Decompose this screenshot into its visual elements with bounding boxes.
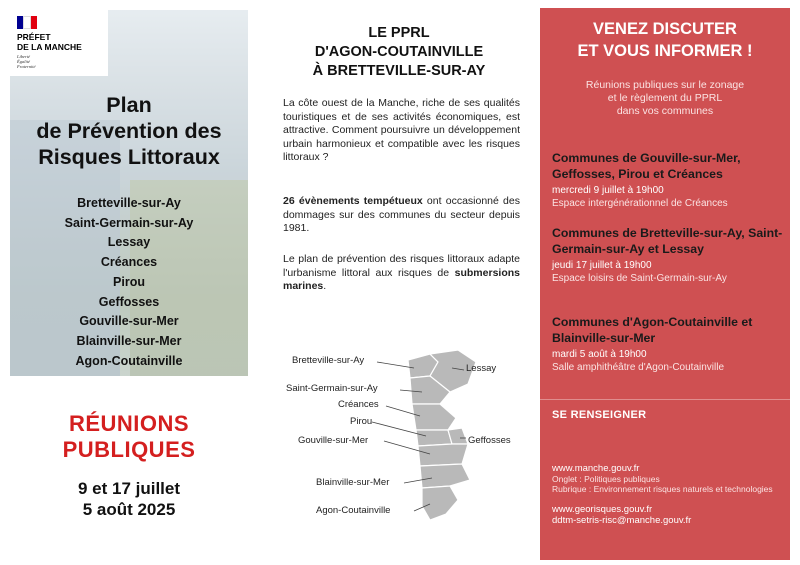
map-label-gouville: Gouville-sur-Mer: [298, 435, 369, 446]
map-geffosses: [448, 428, 468, 444]
communes-map: [280, 326, 520, 544]
map-label-saint-germain: Saint-Germain-sur-Ay: [286, 383, 378, 394]
onglet-text: Onglet : Politiques publiques: [552, 474, 660, 484]
meeting-date: mardi 5 août à 19h00: [552, 349, 647, 360]
map-label-lessay: Lessay: [466, 363, 497, 374]
venez-heading: VENEZ DISCUTER ET VOUS INFORMER !: [577, 20, 753, 60]
map-agon: [422, 486, 458, 520]
meeting-dates: 9 et 17 juillet 5 août 2025: [77, 479, 181, 519]
plan-text: Le plan de prévention des risques littoraux adapte l'urbanisme littoral aux risques de: [283, 253, 520, 279]
map-creances: [412, 404, 456, 430]
divider: [540, 399, 790, 400]
left-panel: [0, 0, 258, 565]
meeting-title: Communes de Gouville-sur-Mer, Geffosses, Pirou et Créances: [552, 151, 741, 181]
meeting-title: Communes de Bretteville-sur-Ay, Saint-Germain-sur-Ay et Lessay: [552, 226, 783, 256]
map-gouville: [418, 444, 468, 466]
map-label-geffosses: Geffosses: [468, 435, 511, 446]
email-link[interactable]: ddtm-setris-risc@manche.gouv.fr: [552, 515, 692, 526]
meeting-block: [552, 315, 784, 374]
commune-item: Saint-Germain-sur-Ay: [64, 215, 194, 230]
map-label-blainville: Blainville-sur-Mer: [316, 477, 390, 488]
plan-text-end: .: [323, 280, 327, 292]
right-panel: [540, 8, 790, 560]
map-label-agon: Agon-Coutainville: [316, 505, 391, 516]
pprl-title: LE PPRL D'AGON-COUTAINVILLE À BRETTEVILLE-SUR-AY: [312, 25, 486, 79]
meeting-place: Salle amphithéâtre d'Agon-Coutainville: [552, 361, 725, 373]
reunions-subtitle: Réunions publiques sur le zonage et le règlement du PPRL dans vos communes: [585, 79, 745, 117]
commune-item: Lessay: [107, 235, 151, 250]
se-renseigner-heading: SE RENSEIGNER: [552, 409, 647, 421]
intro-paragraph: La côte ouest de la Manche, riche de ses qualités touristiques et de ses activités économiques, est attractive. Comment poursuivre un développement urbain harmonieux et compatible avec les risques littoraux ?: [283, 97, 520, 163]
storms-count: 26 évènements tempétueux: [283, 195, 423, 207]
map-blainville: [420, 464, 470, 488]
communes-list: [10, 194, 248, 371]
meeting-title: Communes d'Agon-Coutainville et Blainville-sur-Mer: [552, 315, 753, 345]
commune-item: Pirou: [113, 274, 145, 289]
commune-item: Agon-Coutainville: [75, 353, 183, 368]
prefet-text: PRÉFET DE LA MANCHE: [17, 32, 82, 52]
info-links: [552, 463, 784, 526]
storms-text: ont occasionné des dommages sur des communes du secteur depuis 1981.: [283, 195, 520, 234]
map-pirou: [416, 430, 452, 446]
meeting-block: [552, 226, 784, 285]
french-flag-icon: [17, 16, 37, 29]
storms-paragraph: [283, 195, 520, 236]
meeting-block: [552, 151, 784, 210]
commune-item: Gouville-sur-Mer: [79, 314, 179, 329]
submersions-text: submersions marines: [283, 266, 520, 292]
map-label-pirou: Pirou: [350, 416, 373, 427]
map-label-bretteville: Bretteville-sur-Ay: [292, 355, 365, 366]
plan-paragraph: [283, 253, 520, 294]
commune-item: Blainville-sur-Mer: [76, 333, 182, 348]
manche-link[interactable]: www.manche.gouv.fr: [552, 463, 640, 474]
commune-item: Créances: [100, 255, 158, 270]
rubrique-text: Rubrique : Environnement risques naturels et technologies: [552, 484, 773, 494]
meeting-date: mercredi 9 juillet à 19h00: [552, 185, 664, 196]
georisques-link[interactable]: www.georisques.gouv.fr: [552, 504, 653, 515]
plan-title-text: Plan de Prévention des Risques Littoraux: [36, 93, 222, 169]
meeting-place: Espace loisirs de Saint-Germain-sur-Ay: [552, 272, 727, 284]
commune-item: Geffosses: [98, 294, 160, 309]
meeting-place: Espace intergénérationnel de Créances: [552, 197, 728, 209]
reunions-publiques-heading: RÉUNIONS PUBLIQUES: [62, 411, 196, 462]
prefet-logo: [10, 10, 108, 76]
middle-panel: [270, 0, 528, 565]
commune-item: Bretteville-sur-Ay: [77, 196, 181, 210]
plan-title: [10, 92, 248, 170]
meeting-date: jeudi 17 juillet à 19h00: [552, 260, 652, 271]
map-label-creances: Créances: [338, 399, 379, 410]
devise-text: Liberté Égalité Fraternité: [17, 54, 36, 69]
